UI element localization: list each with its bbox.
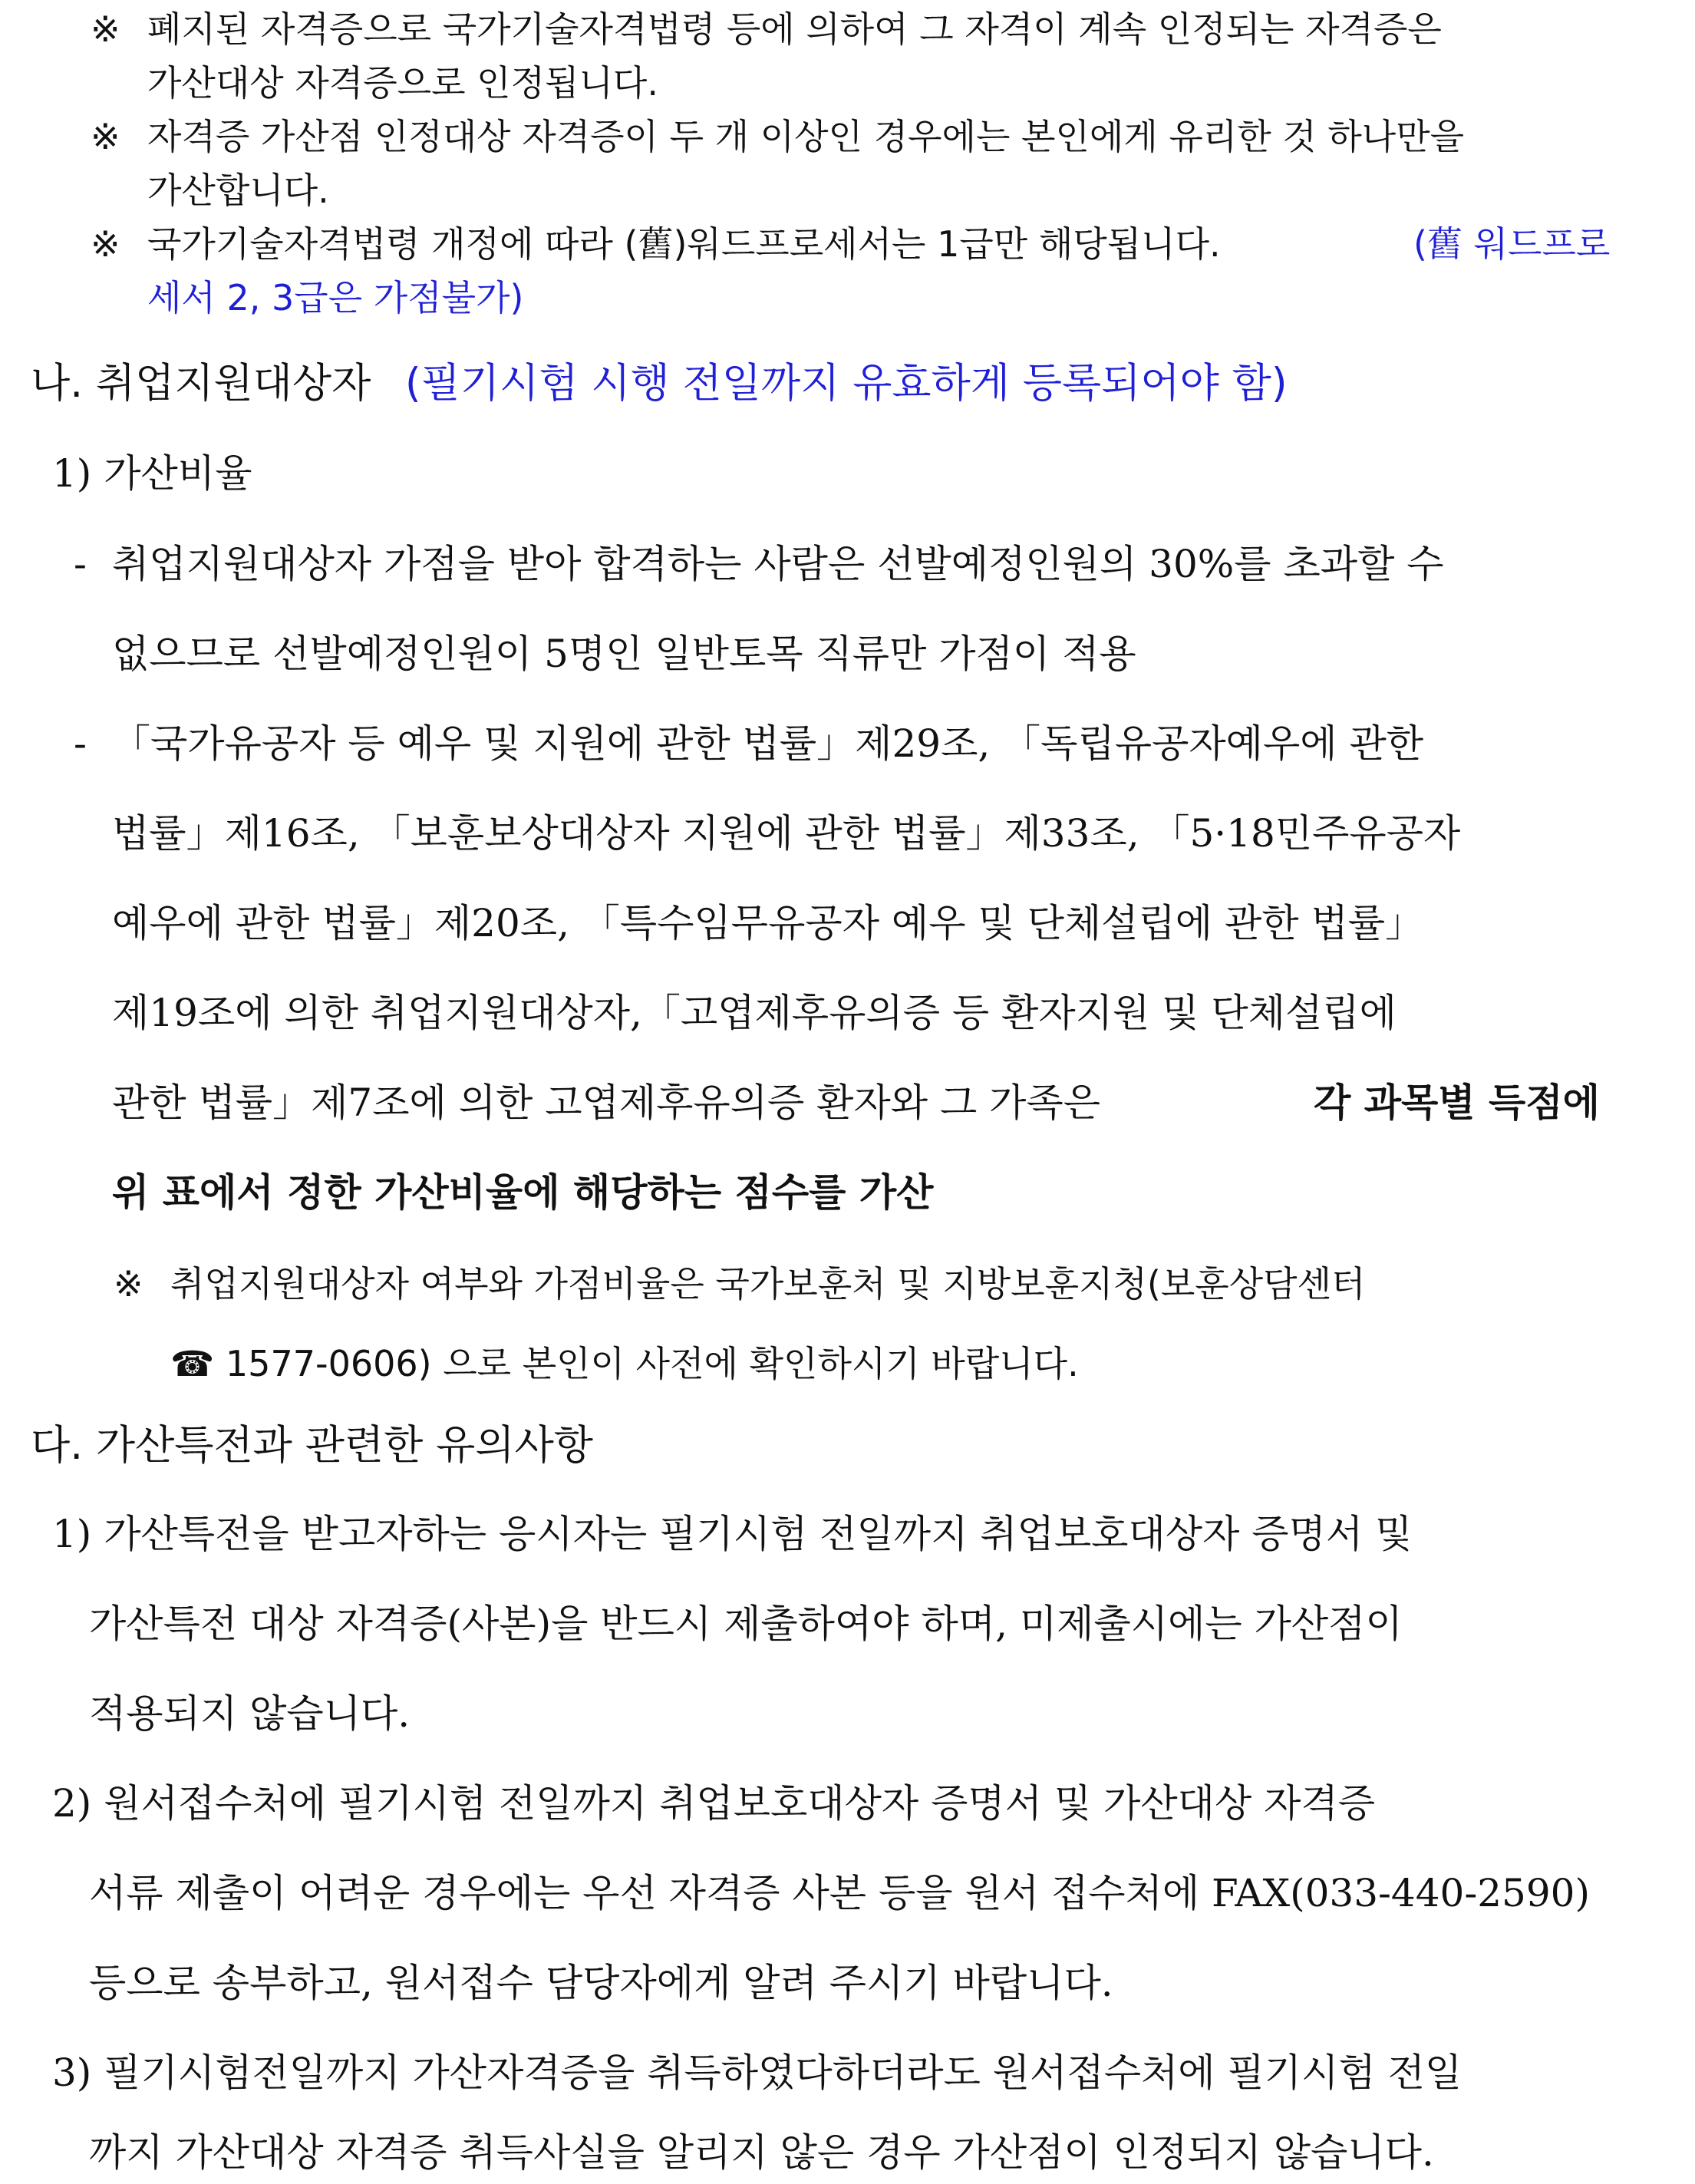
- note-mark: ※: [114, 1263, 143, 1305]
- note-mark: ※: [91, 8, 120, 50]
- dash: -: [74, 721, 87, 766]
- section-da-title: 다. 가산특전과 관련한 유의사항: [31, 1422, 593, 1469]
- section-na-title-note: (필기시험 시행 전일까지 유효하게 등록되어야 함): [405, 360, 1288, 407]
- document-page: ※ 폐지된 자격증으로 국가기술자격법령 등에 의하여 그 자격이 계속 인정되는 자격증은 가산대상 자격증으로 인정됩니다. ※ 자격증 가산점 인정대상 자격증이 두 개 이상인 경우에는 본인에게 유리한 것 하나만을 가산합니다. ※ 국가기술자격법령 개정에 따라 (舊)워드프로세서는 1급만 해당됩니다. (舊 워드프로 세서 2, 3급은 가점불가) 나. 취업지원대상자 (필기시험 시행 전일까지 유효하게 등록되어야 함) 1) 가산비율 - 취업지원대상자 가점을 받아 합격하는 사람은 선발예정인원의 30%를 초과할 수 없으므로 선발예정인원이 5명인 일반토목 직류만 가점이 적용 - 「국가유공자 등 예우 및 지원에 관한 법률」제29조, 「독립유공자예우에 관한 법률」제16조, 「보훈보상대상자 지원에 관한 법률」제33조, 「5·18민주유공자 예우에 관한 법률」제20조, 「특수임무유공자 예우 및 단체설립에 관한 법률」 제19조에 의한 취업지원대상자,「고엽제후유의증 등 환자지원 및 단체설립에 관한 법률」제7조에 의한 고엽제후유의증 환자와 그 가족은 각 과목별 득점에 위 표에서 정한 가산비율에 해당하는 점수를 가산 ※ 취업지원대상자 여부와 가점비율은 국가보훈처 및 지방보훈지청(보훈상담센터 ☎ 1577-0606) 으로 본인이 사전에 확인하시기 바랍니다. 다. 가산특전과 관련한 유의사항 1) 가산특전을 받고자하는 응시자는 필기시험 전일까지 취업보호대상자 증명서 및 가산특전 대상 자격증(사본)을 반드시 제출하여야 하며, 미제출시에는 가산점이 적용되지 않습니다. 2) 원서접수처에 필기시험 전일까지 취업보호대상자 증명서 및 가산대상 자격증 서류 제출이 어려운 경우에는 우선 자격증 사본 등을 원서 접수처에 FAX(033-440-2590) 등으로 송부하고, 원서접수 담당자에게 알려 주시기 바랍니다. 3) 필기시험전일까지 가산자격증을 취득하였다하더라도 원서접수처에 필기시험 전일 까지 가산대상 자격증 취득사실을 알리지 않은 경우 가산점이 인정되지 않습니다.: [0, 0, 1695, 2184]
- emphasis-text: 위 표에서 정한 가산비율에 해당하는 점수를 가산: [112, 1170, 934, 1215]
- section-na-title: 나. 취업지원대상자: [31, 360, 371, 407]
- note-mark: ※: [91, 223, 120, 265]
- note-text: 폐지된 자격증으로 국가기술자격법령 등에 의하여 그 자격이 계속 인정되는 자격증은: [147, 8, 1442, 50]
- emphasis-text: 각 과목별 득점에: [1314, 1080, 1600, 1125]
- note-mark: ※: [91, 116, 120, 157]
- dash: -: [74, 542, 87, 586]
